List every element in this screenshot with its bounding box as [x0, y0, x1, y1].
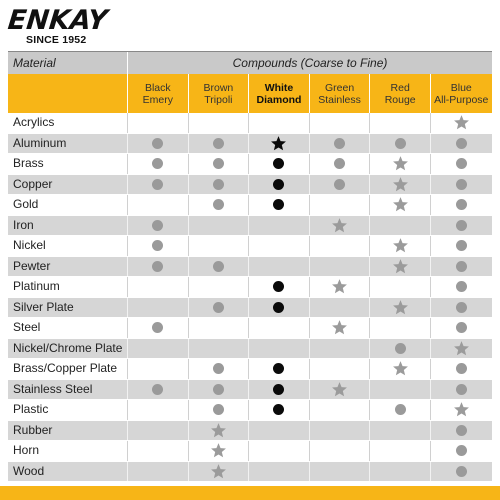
- compound-cell: [128, 400, 189, 420]
- black-dot-icon: [273, 404, 284, 415]
- compound-cell: [310, 257, 371, 277]
- compound-cell: [249, 298, 310, 318]
- compound-cell: [249, 318, 310, 338]
- material-name: Iron: [8, 216, 128, 236]
- table-row: [8, 298, 492, 319]
- compound-cell: [370, 216, 431, 236]
- gray-dot-icon: [334, 158, 345, 169]
- gray-dot-icon: [456, 179, 467, 190]
- compound-cell: [249, 236, 310, 256]
- gray-dot-icon: [456, 261, 467, 272]
- compound-header-1: [189, 74, 250, 113]
- gray-dot-icon: [395, 404, 406, 415]
- gray-dot-icon: [213, 384, 224, 395]
- footer-accent-bar: [0, 486, 500, 500]
- compound-cell: [431, 380, 492, 400]
- compound-names-row: [8, 74, 492, 113]
- compound-cell: [431, 400, 492, 420]
- compound-header-0: [128, 74, 189, 113]
- material-name: Nickel: [8, 236, 128, 256]
- compound-cell: [370, 298, 431, 318]
- gray-dot-icon: [213, 158, 224, 169]
- table-row: [8, 441, 492, 462]
- gray-star-icon: [392, 196, 409, 213]
- compound-cell: [431, 277, 492, 297]
- compound-cell: [310, 113, 371, 133]
- compound-cell: [189, 195, 250, 215]
- brand-name: ENKAY: [6, 5, 109, 36]
- gray-star-icon: [210, 463, 227, 480]
- gray-star-icon: [331, 319, 348, 336]
- black-dot-icon: [273, 281, 284, 292]
- black-star-icon: [270, 135, 287, 152]
- material-name: Brass: [8, 154, 128, 174]
- gray-dot-icon: [456, 445, 467, 456]
- gray-star-icon: [392, 176, 409, 193]
- compound-cell: [310, 462, 371, 482]
- gray-dot-icon: [152, 179, 163, 190]
- gray-dot-icon: [456, 138, 467, 149]
- compound-name-line1: Black: [144, 81, 171, 94]
- compound-cell: [310, 236, 371, 256]
- gray-dot-icon: [456, 158, 467, 169]
- gray-dot-icon: [334, 179, 345, 190]
- compound-cell: [189, 441, 250, 461]
- black-dot-icon: [273, 199, 284, 210]
- gray-dot-icon: [152, 322, 163, 333]
- gray-star-icon: [210, 422, 227, 439]
- compound-cell: [249, 277, 310, 297]
- compound-cell: [249, 216, 310, 236]
- table-row: [8, 113, 492, 134]
- compound-cell: [370, 257, 431, 277]
- compound-cell: [370, 277, 431, 297]
- compound-cell: [431, 113, 492, 133]
- compound-cell: [128, 441, 189, 461]
- compound-cell: [310, 359, 371, 379]
- table-row: [8, 134, 492, 155]
- compound-cell: [431, 359, 492, 379]
- compound-cell: [249, 359, 310, 379]
- compound-name-line1: Brown: [203, 81, 234, 94]
- gray-dot-icon: [456, 384, 467, 395]
- gray-dot-icon: [213, 261, 224, 272]
- compound-cell: [128, 359, 189, 379]
- material-name: Rubber: [8, 421, 128, 441]
- compound-cell: [189, 113, 250, 133]
- compound-cell: [370, 318, 431, 338]
- black-dot-icon: [273, 158, 284, 169]
- gray-dot-icon: [152, 220, 163, 231]
- compound-cell: [249, 175, 310, 195]
- gray-star-icon: [392, 258, 409, 275]
- compound-cell: [370, 359, 431, 379]
- compound-cell: [310, 175, 371, 195]
- compound-cell: [189, 216, 250, 236]
- compound-cell: [370, 195, 431, 215]
- table-row: [8, 154, 492, 175]
- gray-dot-icon: [395, 343, 406, 354]
- gray-dot-icon: [456, 322, 467, 333]
- brand-tagline: SINCE 1952: [26, 34, 87, 46]
- table-body: [8, 113, 492, 482]
- gray-dot-icon: [456, 302, 467, 313]
- compound-cell: [189, 359, 250, 379]
- gray-dot-icon: [213, 179, 224, 190]
- compound-name-line2: Rouge: [384, 93, 416, 106]
- compound-cell: [431, 421, 492, 441]
- compound-cell: [249, 339, 310, 359]
- compound-cell: [370, 421, 431, 441]
- compound-cell: [431, 134, 492, 154]
- black-dot-icon: [273, 363, 284, 374]
- compound-cell: [310, 339, 371, 359]
- compound-cell: [370, 441, 431, 461]
- compound-cell: [128, 175, 189, 195]
- compound-cell: [189, 339, 250, 359]
- gray-dot-icon: [213, 302, 224, 313]
- compound-header-2: [249, 74, 310, 113]
- compound-cell: [370, 380, 431, 400]
- gray-dot-icon: [213, 363, 224, 374]
- gray-dot-icon: [152, 240, 163, 251]
- gray-dot-icon: [334, 138, 345, 149]
- material-name: Nickel/Chrome Plate: [8, 339, 128, 359]
- compound-header-3: [310, 74, 371, 113]
- gray-dot-icon: [456, 281, 467, 292]
- compound-name-line1: Blue: [450, 81, 472, 94]
- gray-dot-icon: [395, 138, 406, 149]
- gray-dot-icon: [456, 363, 467, 374]
- material-name: Pewter: [8, 257, 128, 277]
- compound-cell: [189, 400, 250, 420]
- material-name: Silver Plate: [8, 298, 128, 318]
- table-row: [8, 277, 492, 298]
- material-name: Stainless Steel: [8, 380, 128, 400]
- gray-star-icon: [331, 217, 348, 234]
- table-row: [8, 400, 492, 421]
- compound-cell: [189, 318, 250, 338]
- material-name: Acrylics: [8, 113, 128, 133]
- table-row: [8, 175, 492, 196]
- gray-star-icon: [453, 114, 470, 131]
- compound-cell: [128, 257, 189, 277]
- compound-header-5: [431, 74, 492, 113]
- compound-cell: [128, 318, 189, 338]
- compound-cell: [431, 339, 492, 359]
- compound-cell: [189, 175, 250, 195]
- table-header-row: [8, 51, 492, 74]
- gray-dot-icon: [456, 199, 467, 210]
- compound-chart-table: [8, 51, 492, 482]
- compound-cell: [249, 462, 310, 482]
- material-name: Brass/Copper Plate: [8, 359, 128, 379]
- compound-cell: [431, 257, 492, 277]
- compound-cell: [431, 462, 492, 482]
- compound-cell: [370, 236, 431, 256]
- compound-cell: [128, 113, 189, 133]
- compound-cell: [431, 216, 492, 236]
- gray-dot-icon: [456, 425, 467, 436]
- material-column-header: Material: [8, 52, 128, 74]
- compound-cell: [189, 236, 250, 256]
- compound-cell: [310, 400, 371, 420]
- compound-header-4: [370, 74, 431, 113]
- compound-name-line2: Diamond: [256, 93, 302, 106]
- compounds-column-header: Compounds (Coarse to Fine): [232, 56, 388, 70]
- compound-cell: [189, 380, 250, 400]
- enkay-logo: [8, 4, 120, 48]
- compound-cell: [249, 441, 310, 461]
- compound-cell: [189, 277, 250, 297]
- compound-name-line2: Tripoli: [204, 93, 233, 106]
- compound-cell: [249, 113, 310, 133]
- compound-cell: [189, 421, 250, 441]
- compound-cell: [128, 462, 189, 482]
- gray-star-icon: [392, 299, 409, 316]
- compound-cell: [370, 462, 431, 482]
- compound-cell: [249, 154, 310, 174]
- compound-cell: [189, 154, 250, 174]
- gray-dot-icon: [213, 404, 224, 415]
- compound-cell: [249, 380, 310, 400]
- material-name: Plastic: [8, 400, 128, 420]
- material-name: Gold: [8, 195, 128, 215]
- compound-cell: [431, 318, 492, 338]
- gray-dot-icon: [152, 138, 163, 149]
- compound-cell: [128, 298, 189, 318]
- compound-cell: [128, 236, 189, 256]
- gray-dot-icon: [456, 220, 467, 231]
- compound-name-line1: Red: [390, 81, 410, 94]
- table-row: [8, 339, 492, 360]
- compound-cell: [128, 154, 189, 174]
- gray-star-icon: [331, 381, 348, 398]
- gray-dot-icon: [213, 138, 224, 149]
- compound-cell: [310, 216, 371, 236]
- compound-cell: [370, 400, 431, 420]
- compound-cell: [310, 318, 371, 338]
- material-name: Steel: [8, 318, 128, 338]
- compound-cell: [370, 175, 431, 195]
- compound-name-line2: All-Purpose: [434, 93, 489, 106]
- table-row: [8, 236, 492, 257]
- compound-cell: [431, 175, 492, 195]
- compound-cell: [431, 195, 492, 215]
- compound-cell: [249, 195, 310, 215]
- compound-name-line2: Stainless: [318, 93, 361, 106]
- table-row: [8, 318, 492, 339]
- compound-cell: [189, 462, 250, 482]
- compound-cell: [310, 277, 371, 297]
- compound-cell: [310, 134, 371, 154]
- table-row: [8, 359, 492, 380]
- compound-cell: [128, 216, 189, 236]
- compound-cell: [128, 195, 189, 215]
- table-row: [8, 257, 492, 278]
- gray-dot-icon: [152, 158, 163, 169]
- table-row: [8, 380, 492, 401]
- compound-cell: [370, 339, 431, 359]
- table-row: [8, 462, 492, 483]
- compound-cell: [128, 134, 189, 154]
- compound-name-line1: Green: [324, 81, 355, 94]
- compound-cell: [370, 134, 431, 154]
- compound-cell: [370, 154, 431, 174]
- material-name: Aluminum: [8, 134, 128, 154]
- material-name: Platinum: [8, 277, 128, 297]
- compound-cell: [310, 380, 371, 400]
- compound-cell: [128, 277, 189, 297]
- compound-cell: [310, 421, 371, 441]
- gray-dot-icon: [456, 466, 467, 477]
- black-dot-icon: [273, 302, 284, 313]
- compound-cell: [310, 441, 371, 461]
- compound-cell: [431, 236, 492, 256]
- compound-cell: [128, 339, 189, 359]
- gray-star-icon: [392, 155, 409, 172]
- material-name: Copper: [8, 175, 128, 195]
- compound-cell: [310, 298, 371, 318]
- compound-cell: [431, 298, 492, 318]
- compound-cell: [370, 113, 431, 133]
- compound-cell: [128, 421, 189, 441]
- table-row: [8, 421, 492, 442]
- gray-dot-icon: [152, 261, 163, 272]
- table-row: [8, 216, 492, 237]
- gray-star-icon: [453, 340, 470, 357]
- compound-cell: [310, 195, 371, 215]
- gray-star-icon: [392, 237, 409, 254]
- material-name: Horn: [8, 441, 128, 461]
- compound-cell: [189, 257, 250, 277]
- black-dot-icon: [273, 179, 284, 190]
- gray-dot-icon: [152, 384, 163, 395]
- compound-cell: [249, 257, 310, 277]
- compound-cell: [431, 154, 492, 174]
- compound-cell: [189, 298, 250, 318]
- compound-cell: [249, 134, 310, 154]
- compound-cell: [249, 421, 310, 441]
- compound-cell: [128, 380, 189, 400]
- compound-name-line1: White: [264, 81, 294, 94]
- compound-cell: [249, 400, 310, 420]
- gray-star-icon: [392, 360, 409, 377]
- table-row: [8, 195, 492, 216]
- black-dot-icon: [273, 384, 284, 395]
- compound-cell: [189, 134, 250, 154]
- compound-name-line2: Emery: [142, 93, 173, 106]
- compound-cell: [431, 441, 492, 461]
- gray-dot-icon: [213, 199, 224, 210]
- material-name: Wood: [8, 462, 128, 482]
- compound-header-spacer: [8, 74, 128, 113]
- gray-star-icon: [331, 278, 348, 295]
- compound-cell: [310, 154, 371, 174]
- gray-star-icon: [210, 442, 227, 459]
- gray-star-icon: [453, 401, 470, 418]
- gray-dot-icon: [456, 240, 467, 251]
